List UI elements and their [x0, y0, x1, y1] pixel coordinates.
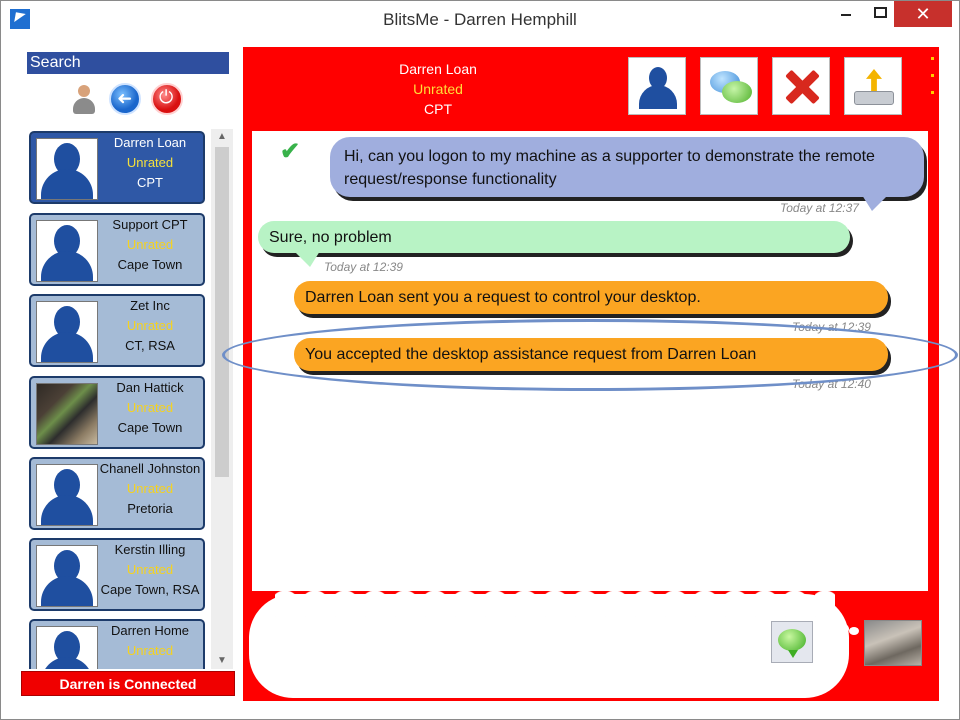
- contact-name: Dan Hattick: [116, 380, 184, 395]
- outgoing-message: Sure, no problem: [258, 221, 850, 253]
- avatar: [36, 383, 98, 445]
- contact-rating: Unrated: [126, 400, 174, 415]
- annotation-highlight-ellipse: [222, 319, 958, 391]
- side-dots: [931, 57, 935, 108]
- message-timestamp: Today at 12:37: [780, 201, 859, 215]
- avatar: [36, 301, 98, 363]
- speech-bubble-icon: [778, 629, 806, 651]
- back-arrow-icon[interactable]: [109, 83, 141, 115]
- koala-avatar-icon: [864, 620, 922, 666]
- message-timestamp: Today at 12:40: [792, 377, 871, 391]
- message-input[interactable]: [255, 600, 843, 692]
- contact-rating: Unrated: [126, 643, 174, 658]
- send-file-button[interactable]: [844, 57, 902, 115]
- title-bar: [1, 1, 959, 37]
- scroll-thumb[interactable]: [215, 147, 229, 477]
- contact-card-dan-hattick[interactable]: [29, 376, 205, 449]
- scroll-down-icon[interactable]: ▼: [217, 655, 227, 666]
- contact-details: [97, 215, 203, 275]
- contact-card-kerstin-illing[interactable]: [29, 538, 205, 611]
- contact-details: [97, 378, 203, 438]
- contact-rating: Unrated: [126, 237, 174, 252]
- contact-card-darren-loan[interactable]: [29, 131, 205, 204]
- scroll-up-icon[interactable]: ▲: [217, 131, 227, 142]
- contact-list-scrollbar[interactable]: [211, 129, 233, 669]
- contact-list: [27, 129, 235, 669]
- contact-details: [97, 296, 203, 356]
- contact-rating: Unrated: [126, 318, 174, 333]
- contacts-panel: [21, 47, 237, 701]
- contact-name: Darren Home: [110, 623, 190, 638]
- message-timestamp: Today at 12:39: [792, 320, 871, 334]
- red-x-icon: [780, 65, 824, 109]
- contact-details: [97, 621, 203, 661]
- close-window-button[interactable]: ✕: [894, 1, 952, 27]
- avatar: [36, 220, 98, 282]
- contact-rating: Unrated: [126, 562, 174, 577]
- system-message-accepted: You accepted the desktop assistance request from Darren Loan: [294, 338, 888, 371]
- person-icon: [636, 65, 680, 109]
- profile-icon[interactable]: [69, 83, 99, 115]
- contact-location: Pretoria: [127, 501, 173, 516]
- contact-rating: Unrated: [126, 481, 174, 496]
- contact-name: Zet Inc: [130, 298, 170, 313]
- contact-card-chanell-johnston[interactable]: [29, 457, 205, 530]
- contact-name: Chanell Johnston: [99, 461, 201, 476]
- person-silhouette-icon: [37, 221, 97, 281]
- chat-contact-location: CPT: [424, 101, 452, 117]
- system-message: Darren Loan sent you a request to control your desktop.: [294, 281, 888, 314]
- window-title: BlitsMe - Darren Hemphill: [383, 10, 577, 29]
- contact-card-darren-home[interactable]: [29, 619, 205, 669]
- person-silhouette-icon: [37, 627, 97, 669]
- send-message-button[interactable]: [771, 621, 813, 663]
- message-timestamp: Today at 12:39: [324, 260, 403, 274]
- avatar: [36, 545, 98, 607]
- chat-contact-rating: Unrated: [413, 81, 463, 97]
- motorcycle-photo-icon: [37, 384, 97, 444]
- search-input[interactable]: Search: [27, 52, 229, 74]
- contact-location: CPT: [137, 175, 163, 190]
- composer-tail: [833, 623, 849, 635]
- upload-icon: [852, 65, 896, 109]
- contact-details: [97, 133, 203, 193]
- chat-contact-name: Darren Loan: [399, 61, 477, 77]
- view-profile-button[interactable]: [628, 57, 686, 115]
- close-chat-button[interactable]: [772, 57, 830, 115]
- incoming-message: Hi, can you logon to my machine as a supporter to demonstrate the remote request/response functionality: [330, 137, 924, 197]
- contact-card-support-cpt[interactable]: [29, 213, 205, 286]
- avatar: [36, 138, 98, 200]
- checkmark-icon: ✔: [280, 138, 301, 165]
- chat-contact-header: [373, 59, 503, 119]
- contact-details: [97, 459, 203, 519]
- contact-location: Cape Town, RSA: [100, 582, 200, 597]
- composer-tail: [849, 627, 859, 635]
- power-icon[interactable]: [151, 83, 183, 115]
- contact-card-zet-inc[interactable]: [29, 294, 205, 367]
- minimize-button[interactable]: [831, 1, 861, 27]
- contact-details: [97, 540, 203, 600]
- chat-bubbles-icon: [708, 65, 752, 109]
- contact-location: Cape Town: [117, 420, 183, 435]
- person-silhouette-icon: [37, 139, 97, 199]
- contact-name: Darren Loan: [113, 135, 187, 150]
- contact-location: Cape Town: [117, 257, 183, 272]
- connection-status: Darren is Connected: [21, 671, 235, 696]
- maximize-button[interactable]: [865, 1, 895, 27]
- avatar: [36, 464, 98, 526]
- person-silhouette-icon: [37, 465, 97, 525]
- contact-location: CT, RSA: [125, 338, 175, 353]
- contact-rating: Unrated: [126, 155, 174, 170]
- contact-name: Kerstin Illing: [114, 542, 186, 557]
- contact-name: Support CPT: [112, 217, 188, 232]
- chat-button[interactable]: [700, 57, 758, 115]
- avatar: [36, 626, 98, 669]
- person-silhouette-icon: [37, 302, 97, 362]
- person-silhouette-icon: [37, 546, 97, 606]
